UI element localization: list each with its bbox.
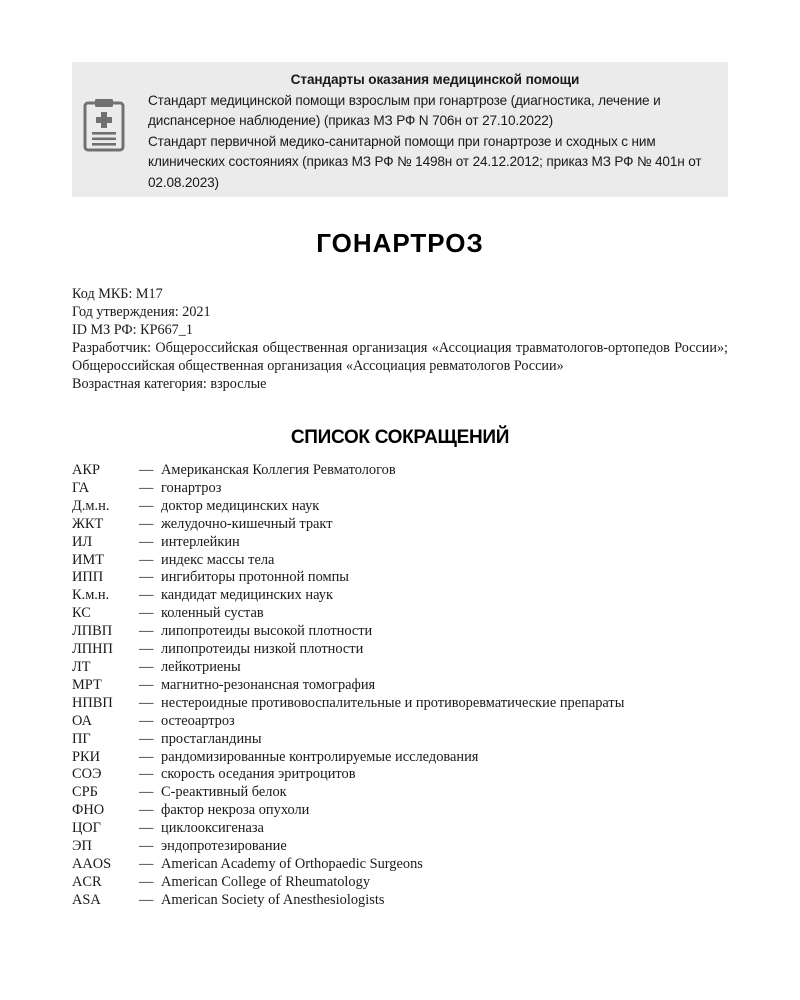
abbreviation-row [72, 623, 728, 641]
abbreviation-term: НПВП [72, 694, 113, 711]
abbreviation-dash: — [139, 748, 154, 765]
abbreviation-row [72, 569, 728, 587]
abbreviation-definition: коленный сустав [161, 605, 264, 622]
abbreviation-term: К.м.н. [72, 587, 110, 604]
abbreviation-row [72, 874, 728, 892]
abbreviation-term: ЛПВП [72, 623, 113, 640]
abbreviation-definition: рандомизированные контролируемые исследования [161, 748, 479, 765]
abbreviation-term: ЛТ [72, 658, 91, 675]
abbreviation-row [72, 802, 728, 820]
developer: Разработчик: Общероссийская общественная организация «Ассоциация травматологов-ортопедов России»; Общероссийская общественная организация «Ассоциация ревматологов России» [72, 340, 728, 374]
abbreviation-dash: — [139, 820, 154, 837]
abbreviation-term: ЭП [72, 838, 92, 855]
approval-year: Год утверждения: 2021 [72, 304, 211, 320]
abbreviation-definition: эндопротезирование [161, 838, 287, 855]
abbreviation-term: АКР [72, 462, 100, 478]
abbreviation-term: AAOS [72, 855, 112, 872]
abbreviation-term: ЛПНП [72, 641, 113, 658]
abbreviation-term: ASA [72, 891, 101, 908]
age-category: Возрастная категория: взрослые [72, 376, 267, 392]
abbreviation-definition: фактор некроза опухоли [161, 802, 310, 819]
abbreviation-term: ИМТ [72, 551, 104, 568]
abbreviations-list [72, 462, 728, 910]
abbreviation-row [72, 641, 728, 659]
abbreviation-dash: — [139, 569, 154, 586]
abbreviation-row [72, 516, 728, 534]
abbreviation-definition: желудочно-кишечный тракт [161, 515, 333, 532]
abbreviation-definition: циклооксигеназа [161, 820, 264, 837]
abbreviation-dash: — [139, 623, 154, 640]
abbreviation-term: ГА [72, 479, 90, 496]
abbreviation-definition: липопротеиды высокой плотности [161, 623, 373, 640]
abbreviation-definition: липопротеиды низкой плотности [161, 641, 364, 658]
abbreviation-term: Д.м.н. [72, 497, 110, 514]
abbreviation-definition: доктор медицинских наук [161, 497, 320, 514]
abbreviation-dash: — [139, 855, 154, 872]
abbreviation-definition: American College of Rheumatology [161, 873, 371, 890]
abbreviation-definition: С-реактивный белок [161, 784, 287, 801]
abbreviation-definition: интерлейкин [161, 533, 240, 550]
abbreviation-dash: — [139, 641, 154, 658]
abbreviation-row [72, 605, 728, 623]
abbreviation-dash: — [139, 712, 154, 729]
abbreviation-row [72, 892, 728, 910]
abbreviation-term: ИПП [72, 569, 104, 586]
abbreviation-row [72, 784, 728, 802]
standards-heading: Стандарты оказания медицинской помощи [290, 72, 580, 87]
abbreviation-definition: ингибиторы протонной помпы [161, 569, 349, 586]
abbreviation-dash: — [139, 784, 154, 801]
abbreviation-term: ACR [72, 873, 102, 890]
standard-item-1: Стандарт медицинской помощи взрослым при гонартрозе (диагностика, лечение и диспансерное наблюдение) (приказ МЗ РФ N 706н от 27.10.2022) [148, 92, 661, 128]
abbreviation-row [72, 749, 728, 767]
page-title: ГОНАРТРОЗ [316, 228, 484, 258]
abbreviation-dash: — [139, 694, 154, 711]
abbreviation-dash: — [139, 891, 154, 908]
abbreviation-definition: скорость оседания эритроцитов [161, 766, 356, 783]
abbreviation-dash: — [139, 730, 154, 747]
abbreviation-dash: — [139, 462, 154, 478]
abbreviation-row [72, 820, 728, 838]
abbreviation-definition: Американская Коллегия Ревматологов [161, 462, 396, 478]
abbreviation-row [72, 587, 728, 605]
abbreviation-term: ЖКТ [72, 515, 104, 532]
abbreviation-dash: — [139, 533, 154, 550]
abbreviation-row [72, 695, 728, 713]
abbreviation-dash: — [139, 838, 154, 855]
abbreviation-row [72, 713, 728, 731]
abbreviation-term: ПГ [72, 730, 91, 747]
abbreviation-definition: остеоартроз [161, 712, 235, 729]
abbreviation-dash: — [139, 658, 154, 675]
abbreviation-dash: — [139, 587, 154, 604]
abbreviation-term: РКИ [72, 748, 100, 765]
abbreviation-definition: кандидат медицинских наук [161, 587, 333, 604]
document-meta [72, 285, 728, 393]
abbreviation-term: СОЭ [72, 766, 102, 783]
abbreviation-term: КС [72, 605, 91, 622]
abbreviation-row [72, 856, 728, 874]
medical-clipboard-icon [82, 98, 126, 152]
abbreviation-row [72, 462, 728, 480]
abbreviation-dash: — [139, 802, 154, 819]
abbreviation-dash: — [139, 676, 154, 693]
standard-item-2: Стандарт первичной медико-санитарной помощи при гонартрозе и сходных с ним клинических состояниях (приказ МЗ РФ № 1498н от 24.12.2012; приказ МЗ РФ № 401н от 02.08.2023) [148, 133, 702, 190]
abbreviation-row [72, 659, 728, 677]
abbreviation-term: ЦОГ [72, 820, 101, 837]
abbreviation-definition: индекс массы тела [161, 551, 275, 568]
ministry-id: ID МЗ РФ: КР667_1 [72, 322, 193, 338]
abbreviation-term: ФНО [72, 802, 105, 819]
abbreviation-term: СРБ [72, 784, 98, 801]
abbreviation-dash: — [139, 873, 154, 890]
standards-box [72, 62, 728, 197]
abbreviation-row [72, 677, 728, 695]
abbreviation-dash: — [139, 766, 154, 783]
abbreviation-term: ИЛ [72, 533, 93, 550]
abbreviation-dash: — [139, 497, 154, 514]
abbreviation-definition: гонартроз [161, 479, 222, 496]
abbreviation-row [72, 838, 728, 856]
abbreviation-term: ОА [72, 712, 93, 729]
abbreviation-definition: American Society of Anesthesiologists [161, 891, 385, 908]
abbreviation-dash: — [139, 551, 154, 568]
abbreviation-definition: лейкотриены [161, 658, 241, 675]
abbreviation-definition: магнитно-резонансная томография [161, 676, 376, 693]
abbreviation-row [72, 534, 728, 552]
abbreviation-definition: American Academy of Orthopaedic Surgeons [161, 855, 423, 872]
abbreviation-row [72, 480, 728, 498]
abbreviations-title: СПИСОК СОКРАЩЕНИЙ [290, 427, 510, 448]
abbreviation-row [72, 731, 728, 749]
abbreviation-definition: нестероидные противовоспалительные и противоревматические препараты [161, 694, 625, 711]
abbreviation-row [72, 766, 728, 784]
abbreviation-dash: — [139, 479, 154, 496]
abbreviation-term: МРТ [72, 676, 102, 693]
abbreviation-dash: — [139, 515, 154, 532]
abbreviation-row [72, 498, 728, 516]
icd-code: Код МКБ: M17 [72, 286, 163, 302]
abbreviation-dash: — [139, 605, 154, 622]
abbreviation-definition: простагландины [161, 730, 262, 747]
abbreviation-row [72, 552, 728, 570]
